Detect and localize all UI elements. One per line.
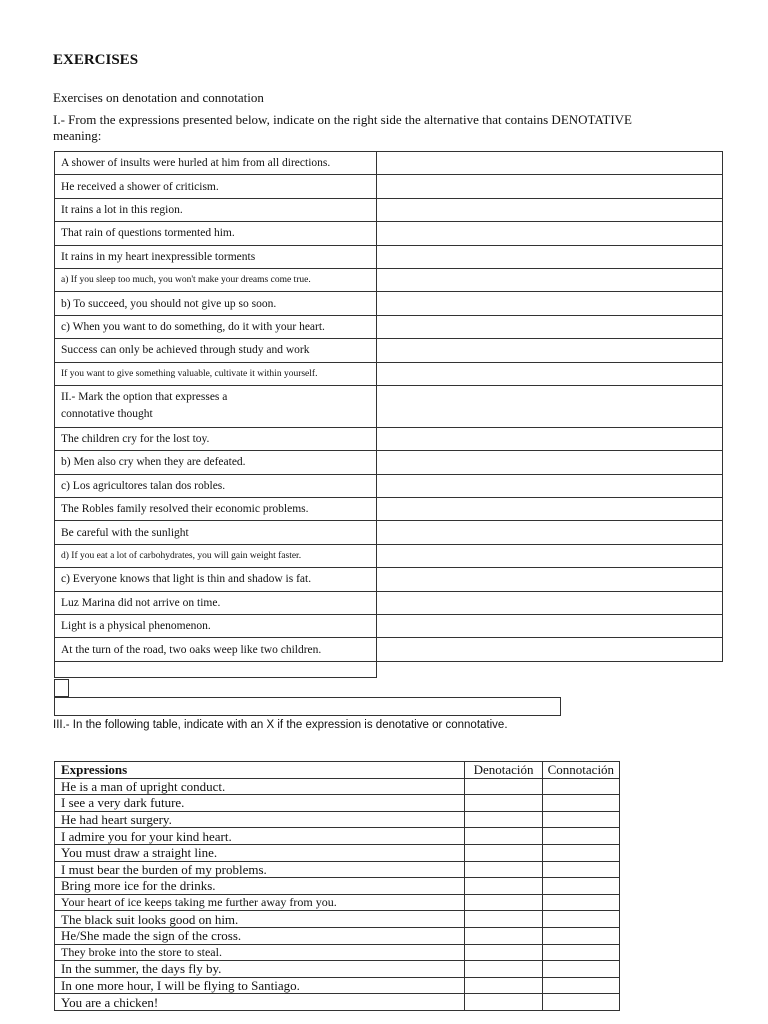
answer-cell[interactable] [377, 315, 723, 338]
section2-instruction-row [55, 385, 723, 427]
table-row [55, 944, 620, 961]
table-row [55, 861, 620, 878]
connotation-cell[interactable] [542, 911, 619, 928]
table-row [55, 339, 723, 362]
expression-cell: It rains a lot in this region. [55, 198, 377, 221]
table-row [55, 175, 723, 198]
table-row [55, 451, 723, 474]
expression-cell: The black suit looks good on him. [55, 911, 465, 928]
expression-cell: c) Everyone knows that light is thin and shadow is fat. [55, 568, 377, 591]
empty-cell[interactable] [54, 697, 561, 716]
expression-cell: The children cry for the lost toy. [55, 427, 377, 450]
answer-cell[interactable] [377, 385, 723, 427]
section2-instruction [55, 385, 377, 427]
table-row [55, 544, 723, 567]
answer-cell[interactable] [377, 362, 723, 385]
expression-cell: I admire you for your kind heart. [55, 828, 465, 845]
answer-cell[interactable] [377, 427, 723, 450]
expression-cell: If you want to give something valuable, cultivate it within yourself. [55, 362, 377, 385]
connotation-cell[interactable] [542, 828, 619, 845]
answer-cell[interactable] [377, 175, 723, 198]
denotation-cell[interactable] [465, 811, 542, 828]
denotation-cell[interactable] [465, 894, 542, 911]
denotation-cell[interactable] [465, 977, 542, 994]
table-row [55, 911, 620, 928]
answer-cell[interactable] [377, 638, 723, 661]
expression-cell: That rain of questions tormented him. [55, 222, 377, 245]
connotation-cell[interactable] [542, 961, 619, 978]
expression-cell: b) Men also cry when they are defeated. [55, 451, 377, 474]
table-row [55, 795, 620, 812]
page-title: EXERCISES [53, 52, 139, 68]
expression-cell: In one more hour, I will be flying to Santiago. [55, 977, 465, 994]
answer-cell[interactable] [377, 615, 723, 638]
expression-cell: He had heart surgery. [55, 811, 465, 828]
denotation-cell[interactable] [465, 778, 542, 795]
table-row [55, 878, 620, 895]
denotation-cell[interactable] [465, 961, 542, 978]
table-row [55, 927, 620, 944]
answer-cell[interactable] [377, 198, 723, 221]
answer-cell[interactable] [377, 339, 723, 362]
connotation-cell[interactable] [542, 878, 619, 895]
table-row [55, 521, 723, 544]
expression-cell: Be careful with the sunlight [55, 521, 377, 544]
section2-instruction-line1: II.- Mark the option that expresses a [61, 391, 228, 404]
table-row [55, 844, 620, 861]
expression-cell: The Robles family resolved their economic problems. [55, 498, 377, 521]
connotation-cell[interactable] [542, 927, 619, 944]
exercise-table-3 [54, 761, 620, 1011]
table-row [55, 362, 723, 385]
expression-cell: I see a very dark future. [55, 795, 465, 812]
expression-cell: He is a man of upright conduct. [55, 778, 465, 795]
connotation-cell[interactable] [542, 977, 619, 994]
table-row [55, 894, 620, 911]
expression-cell: Luz Marina did not arrive on time. [55, 591, 377, 614]
table-row [55, 994, 620, 1011]
answer-cell[interactable] [377, 268, 723, 291]
connotation-cell[interactable] [542, 894, 619, 911]
exercise-table-1 [54, 151, 723, 662]
expression-cell: At the turn of the road, two oaks weep like two children. [55, 638, 377, 661]
table-row [55, 152, 723, 175]
denotation-cell[interactable] [465, 994, 542, 1011]
answer-cell[interactable] [377, 292, 723, 315]
table-row [55, 778, 620, 795]
denotation-cell[interactable] [465, 828, 542, 845]
connotation-cell[interactable] [542, 811, 619, 828]
denotation-cell[interactable] [465, 944, 542, 961]
expression-cell: You must draw a straight line. [55, 844, 465, 861]
expression-cell: A shower of insults were hurled at him from all directions. [55, 152, 377, 175]
section3-instruction: III.- In the following table, indicate with an X if the expression is denotative or connotative. [53, 719, 508, 731]
section1-instruction: I.- From the expressions presented below, indicate on the right side the alternative that contains DENOTATIVE meaning: [53, 112, 632, 143]
expression-cell: He received a shower of criticism. [55, 175, 377, 198]
column-header-connotation: Connotación [542, 762, 619, 779]
expression-cell: Your heart of ice keeps taking me further away from you. [55, 894, 465, 911]
table-row [55, 977, 620, 994]
answer-cell[interactable] [377, 498, 723, 521]
table-row [55, 427, 723, 450]
table-row [55, 315, 723, 338]
denotation-cell[interactable] [465, 844, 542, 861]
empty-cell[interactable] [54, 679, 69, 697]
answer-cell[interactable] [377, 568, 723, 591]
answer-cell[interactable] [377, 451, 723, 474]
expression-cell: It rains in my heart inexpressible torments [55, 245, 377, 268]
table-row [55, 222, 723, 245]
table-row [55, 568, 723, 591]
denotation-cell[interactable] [465, 927, 542, 944]
expression-cell: b) To succeed, you should not give up so soon. [55, 292, 377, 315]
answer-cell[interactable] [377, 222, 723, 245]
expression-cell: I must bear the burden of my problems. [55, 861, 465, 878]
empty-cell[interactable] [54, 661, 377, 678]
expression-cell: Light is a physical phenomenon. [55, 615, 377, 638]
answer-cell[interactable] [377, 474, 723, 497]
column-header-expressions: Expressions [55, 762, 465, 779]
connotation-cell[interactable] [542, 994, 619, 1011]
expression-cell: c) Los agricultores talan dos robles. [55, 474, 377, 497]
answer-cell[interactable] [377, 591, 723, 614]
table-header-row [55, 762, 620, 779]
column-header-denotation: Denotación [465, 762, 542, 779]
table-row [55, 245, 723, 268]
connotation-cell[interactable] [542, 795, 619, 812]
connotation-cell[interactable] [542, 844, 619, 861]
page-subtitle: Exercises on denotation and connotation [53, 90, 264, 105]
expression-cell: They broke into the store to steal. [55, 944, 465, 961]
denotation-cell[interactable] [465, 911, 542, 928]
table-row [55, 615, 723, 638]
expression-cell: In the summer, the days fly by. [55, 961, 465, 978]
expression-cell: You are a chicken! [55, 994, 465, 1011]
denotation-cell[interactable] [465, 795, 542, 812]
table-row [55, 638, 723, 661]
table-row [55, 474, 723, 497]
table-row [55, 268, 723, 291]
table-row [55, 198, 723, 221]
expression-cell: He/She made the sign of the cross. [55, 927, 465, 944]
table-row [55, 292, 723, 315]
denotation-cell[interactable] [465, 878, 542, 895]
expression-cell: Bring more ice for the drinks. [55, 878, 465, 895]
denotation-cell[interactable] [465, 861, 542, 878]
table-row [55, 498, 723, 521]
section2-instruction-line2: connotative thought [61, 408, 153, 421]
expression-cell: a) If you sleep too much, you won't make your dreams come true. [55, 268, 377, 291]
answer-cell[interactable] [377, 544, 723, 567]
expression-cell: d) If you eat a lot of carbohydrates, you will gain weight faster. [55, 544, 377, 567]
answer-cell[interactable] [377, 245, 723, 268]
table-row [55, 961, 620, 978]
expression-cell: Success can only be achieved through study and work [55, 339, 377, 362]
table-row [55, 591, 723, 614]
connotation-cell[interactable] [542, 778, 619, 795]
expression-cell: c) When you want to do something, do it with your heart. [55, 315, 377, 338]
connotation-cell[interactable] [542, 861, 619, 878]
table-row [55, 811, 620, 828]
answer-cell[interactable] [377, 152, 723, 175]
answer-cell[interactable] [377, 521, 723, 544]
connotation-cell[interactable] [542, 944, 619, 961]
table-row [55, 828, 620, 845]
